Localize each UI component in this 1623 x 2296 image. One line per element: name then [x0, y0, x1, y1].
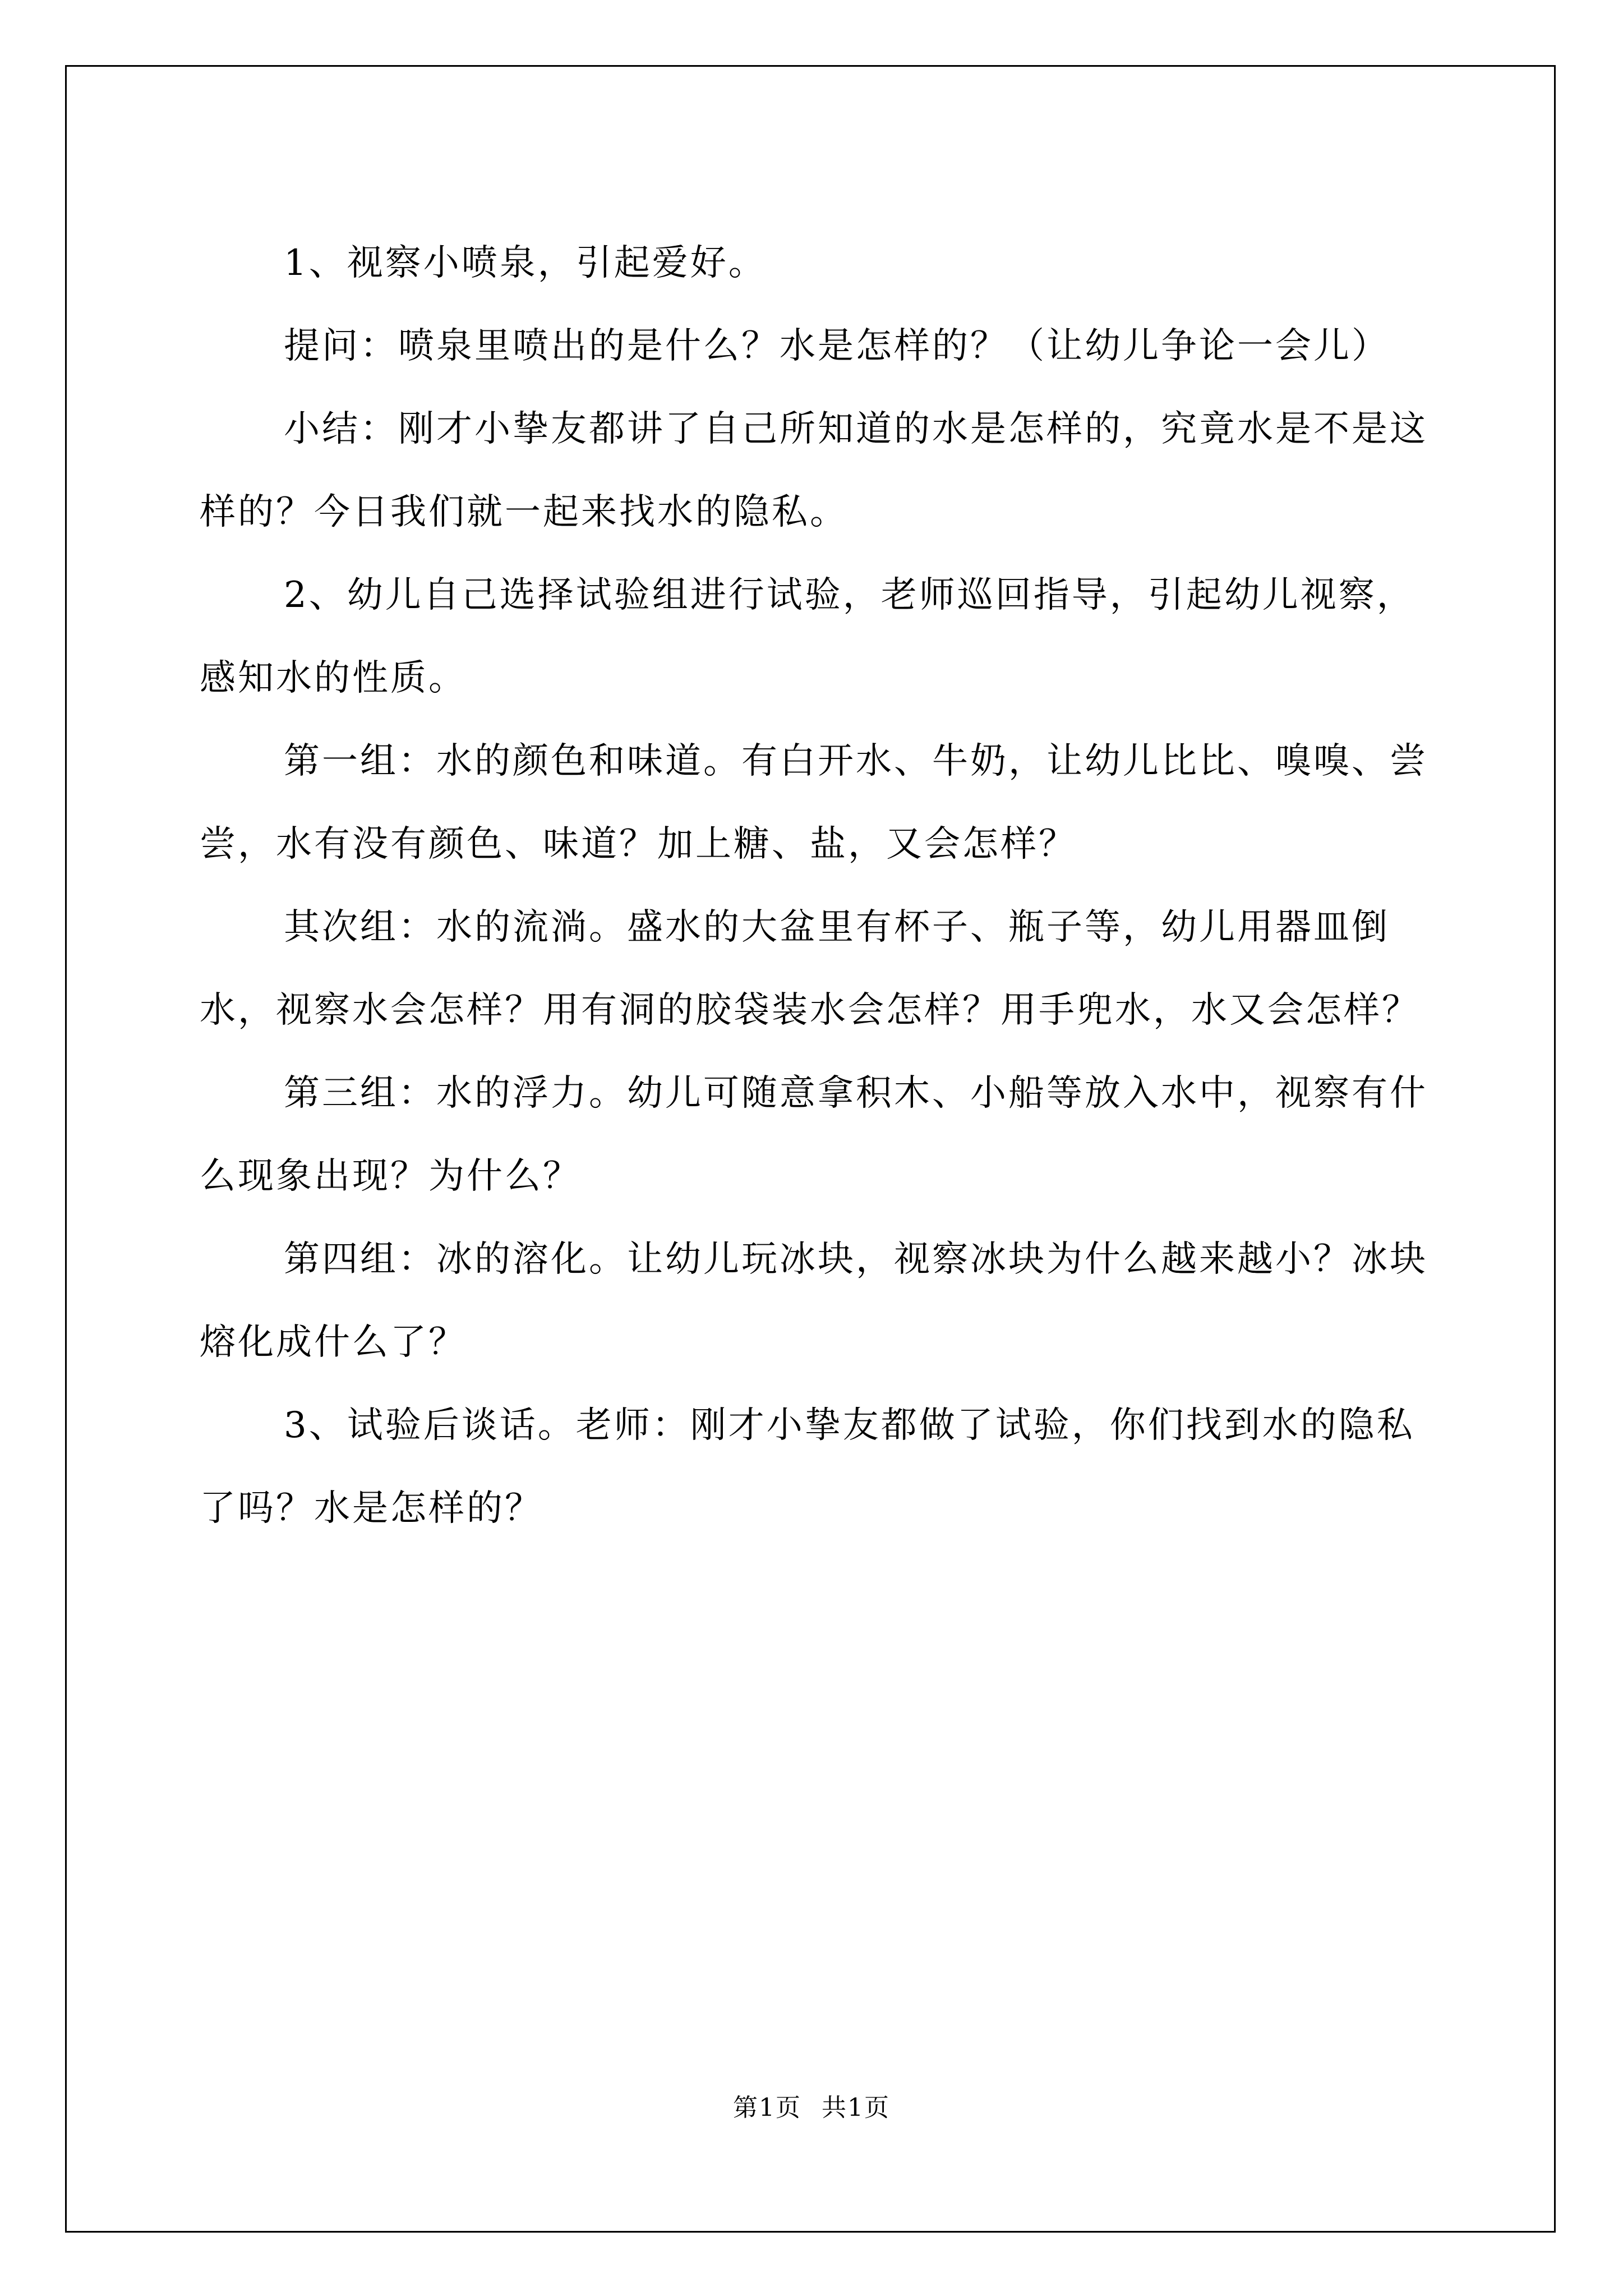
paragraph-8: 第四组：冰的溶化。让幼儿玩冰块，视察冰块为什么越来越小？冰块熔化成什么了？	[200, 1239, 1428, 1363]
paragraph-9: 3、试验后谈话。老师：刚才小挚友都做了试验，你们找到水的隐私了吗？水是怎样的？	[200, 1405, 1415, 1529]
document-body	[200, 222, 1433, 1550]
page-number: 第1页	[733, 2093, 801, 2122]
paragraph-3: 小结：刚才小挚友都讲了自己所知道的水是怎样的，究竟水是不是这样的？今日我们就一起来找水的隐私。	[200, 408, 1428, 533]
paragraph-2: 提问：喷泉里喷出的是什么？水是怎样的？（让幼儿争论一会儿）	[284, 325, 1390, 367]
paragraph-1: 1、视察小喷泉，引起爱好。	[284, 242, 767, 284]
paragraph-5: 第一组：水的颜色和味道。有白开水、牛奶，让幼儿比比、嗅嗅、尝尝，水有没有颜色、味道？加上糖、盐，又会怎样？	[200, 740, 1428, 865]
paragraph-6: 其次组：水的流淌。盛水的大盆里有杯子、瓶子等，幼儿用器皿倒水，视察水会怎样？用有洞的胶袋装水会怎样？用手兜水，水又会怎样？	[200, 907, 1420, 1031]
page-total: 共1页	[822, 2093, 890, 2122]
page-footer	[0, 2091, 1623, 2125]
paragraph-7: 第三组：水的浮力。幼儿可随意拿积木、小船等放入水中，视察有什么现象出现？为什么？	[200, 1073, 1428, 1197]
paragraph-4: 2、幼儿自己选择试验组进行试验，老师巡回指导，引起幼儿视察，感知水的性质。	[200, 574, 1415, 699]
